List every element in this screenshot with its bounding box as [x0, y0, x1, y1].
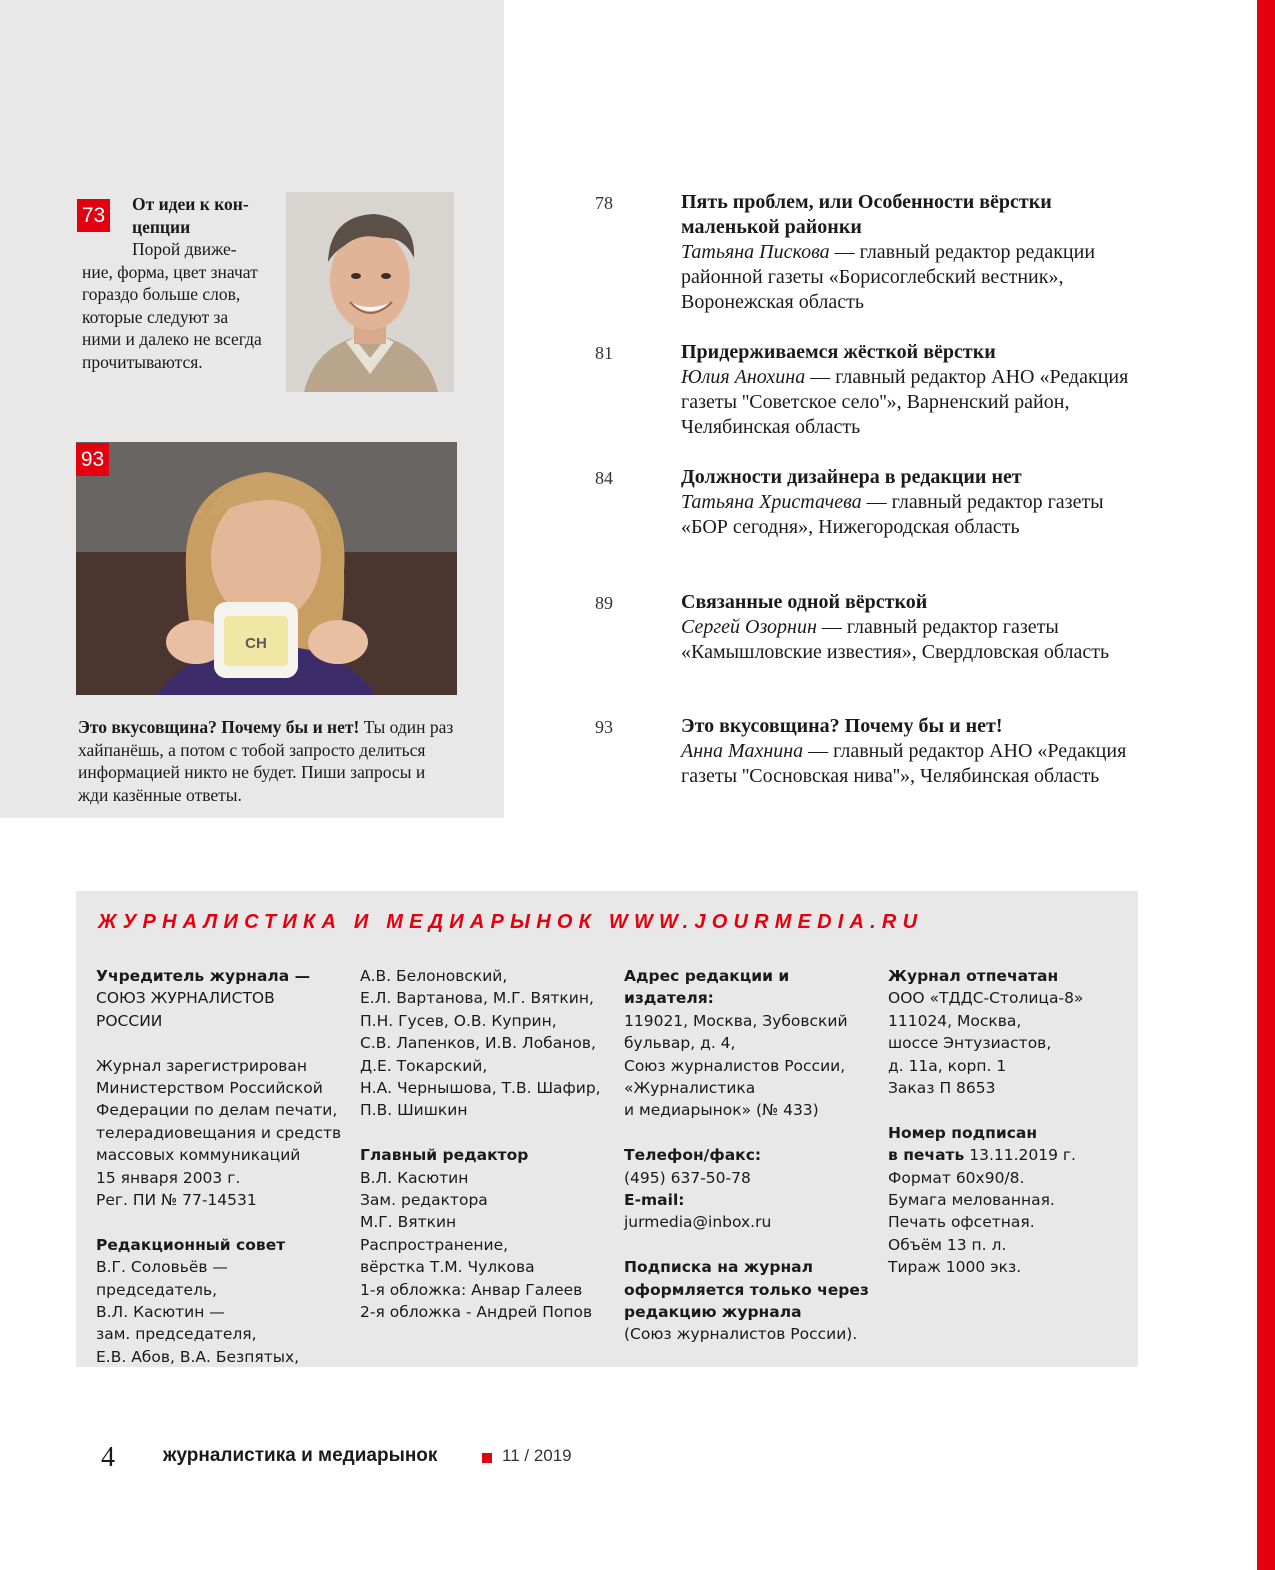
address	[624, 1010, 879, 1122]
toc-description: — главный редактор газеты «Камышловские известия», Свердловская область	[681, 616, 1110, 663]
teasers-panel	[0, 0, 504, 818]
toc-entry	[681, 714, 1151, 789]
toc-description: — главный редактор АНО «Редакция газеты ''Сосновская нива''», Челябинская область	[681, 740, 1127, 787]
council-members-continued	[360, 965, 610, 1122]
signed-label-2: в печать	[888, 1146, 965, 1165]
council-line: Е.В. Абов, В.А. Безпятых,	[96, 1347, 300, 1366]
toc-title: Придерживаемся жёсткой вёрстки	[681, 341, 996, 363]
toc-title: Должности дизайнера в редакции нет	[681, 466, 1022, 488]
imprint-column-founder	[96, 965, 346, 1368]
address-line: бульвар, д. 4,	[624, 1034, 736, 1053]
signed-date-line	[888, 1144, 1128, 1166]
teaser-93	[78, 716, 458, 806]
right-edge-red-bar	[1257, 0, 1275, 1570]
spec-line: Тираж 1000 экз.	[888, 1258, 1022, 1277]
footer-issue: 11 / 2019	[502, 1446, 572, 1465]
teaser-73	[82, 193, 262, 373]
email-address[interactable]: jurmedia@inbox.ru	[624, 1213, 772, 1232]
toc-description: — главный редактор АНО «Редакция газеты ''Советское село''», Варненский район, Челябинская область	[681, 366, 1129, 438]
spec-line: Формат 60х90/8.	[888, 1168, 1025, 1187]
page-badge-73: 73	[77, 199, 110, 232]
registration-line: Министерством Российской	[96, 1079, 323, 1098]
toc-author: Татьяна Пискова	[681, 241, 830, 263]
toc-page-number: 84	[595, 468, 613, 488]
staff-line: Распространение,	[360, 1235, 509, 1254]
toc-page-number: 81	[595, 343, 613, 363]
address-label: Адрес редакции и издателя:	[624, 967, 790, 1008]
imprint-box	[76, 891, 1138, 1367]
toc-entry	[681, 590, 1151, 665]
staff-line: Зам. редактора	[360, 1191, 488, 1210]
footer-page-number: 4	[101, 1442, 115, 1473]
council-line: П.Н. Гусев, О.В. Куприн,	[360, 1011, 557, 1030]
printing-line: д. 11а, корп. 1	[888, 1056, 1007, 1075]
founder-label: Учредитель журнала —	[96, 967, 311, 985]
imprint-column-contacts	[624, 965, 879, 1346]
toc-page-number: 78	[595, 193, 613, 213]
teaser-73-text: ние, форма, цвет значат гораздо больше слов, которые следуют за ними и далеко не всегда прочитываются.	[82, 261, 262, 372]
toc-page-number: 89	[595, 593, 613, 613]
staff-line: вёрстка Т.М. Чулкова	[360, 1258, 535, 1277]
address-line: 119021, Москва, Зубовский	[624, 1011, 848, 1030]
toc-entry	[681, 465, 1151, 540]
spec-line: Бумага мелованная.	[888, 1191, 1055, 1210]
registration-info	[96, 1055, 346, 1212]
imprint-heading: ЖУРНАЛИСТИКА И МЕДИАРЫНОК WWW.JOURMEDIA.RU	[98, 911, 924, 933]
council-line: председатель,	[96, 1280, 218, 1299]
toc-title: Пять проблем, или Особенности вёрстки маленькой районки	[681, 191, 1052, 238]
council-line: Н.А. Чернышова, Т.В. Шафир,	[360, 1079, 601, 1098]
council-line: В.Г. Соловьёв —	[96, 1258, 228, 1277]
subscription-line: оформляется только через	[624, 1280, 869, 1299]
teaser-93-title: Это вкусовщина? Почему бы и нет!	[78, 717, 360, 737]
toc-description: — главный редактор газеты «БОР сегодня», Нижегородская область	[681, 491, 1104, 538]
address-line: «Журналистика	[624, 1079, 756, 1098]
staff-line: В.Л. Касютин	[360, 1168, 469, 1187]
email-label: E-mail:	[624, 1191, 685, 1210]
registration-line: 15 января 2003 г.	[96, 1168, 241, 1187]
toc-author: Татьяна Христачева	[681, 491, 862, 513]
toc-title: Связанные одной вёрсткой	[681, 591, 928, 613]
council-line: В.Л. Касютин —	[96, 1303, 225, 1322]
council-line: С.В. Лапенков, И.В. Лобанов,	[360, 1034, 596, 1053]
cube-label: СН	[245, 635, 267, 652]
registration-line: Рег. ПИ № 77-14531	[96, 1191, 257, 1210]
subscription-line: редакцию журнала	[624, 1303, 802, 1322]
toc-author: Анна Махнина	[681, 740, 804, 762]
printed-label: Журнал отпечатан	[888, 967, 1059, 985]
print-specs	[888, 1167, 1128, 1279]
teaser-73-body	[82, 238, 262, 373]
registration-line: телерадиовещания и средств	[96, 1123, 342, 1142]
signed-label: Номер подписан	[888, 1123, 1038, 1142]
founder-name: СОЮЗ ЖУРНАЛИСТОВ РОССИИ	[96, 989, 275, 1030]
toc-author: Сергей Озорнин	[681, 616, 817, 638]
teaser-73-title-line1: От идеи к кон-	[132, 194, 249, 214]
phone-number: (495) 637-50-78	[624, 1168, 751, 1187]
printing-line: Заказ П 8653	[888, 1079, 996, 1098]
registration-line: Федерации по делам печати,	[96, 1101, 338, 1120]
toc-page-number: 93	[595, 717, 613, 737]
signed-date: 13.11.2019 г.	[964, 1146, 1076, 1165]
spec-line: Объём 13 п. л.	[888, 1235, 1007, 1254]
portrait-man-illustration	[286, 192, 454, 392]
printing-line: 111024, Москва,	[888, 1011, 1022, 1030]
subscription-note: (Союз журналистов России).	[624, 1325, 858, 1344]
council-line: П.В. Шишкин	[360, 1101, 468, 1120]
staff-line: М.Г. Вяткин	[360, 1213, 457, 1232]
toc-description: — главный редактор редакции районной газеты «Борисоглебский вестник», Воронежская область	[681, 241, 1096, 313]
staff-line: 1-я обложка: Анвар Галеев	[360, 1280, 583, 1299]
teaser-73-lead: Порой движе-	[132, 239, 237, 259]
address-line: и медиарынок» (№ 433)	[624, 1101, 819, 1120]
editorial-staff	[360, 1167, 610, 1324]
council-line: Д.Е. Токарский,	[360, 1056, 488, 1075]
council-line: А.В. Белоновский,	[360, 967, 508, 985]
council-line: зам. председателя,	[96, 1325, 257, 1344]
staff-line: 2-я обложка - Андрей Попов	[360, 1303, 593, 1322]
toc-author: Юлия Анохина	[681, 366, 806, 388]
registration-line: Журнал зарегистрирован	[96, 1056, 308, 1075]
address-line: Союз журналистов России,	[624, 1056, 846, 1075]
photo-woman-with-cube	[76, 442, 457, 695]
teaser-73-title-line2: цепции	[132, 216, 191, 237]
photo-portrait-man	[286, 192, 454, 392]
imprint-column-editors	[360, 965, 610, 1323]
spec-line: Печать офсетная.	[888, 1213, 1035, 1232]
woman-cube-illustration	[76, 442, 457, 695]
printing-line: шоссе Энтузиастов,	[888, 1034, 1052, 1053]
footer-magazine-title: журналистика и медиарынок	[163, 1445, 438, 1466]
subscription-label	[624, 1256, 879, 1323]
toc-entry	[681, 190, 1151, 315]
toc-entry	[681, 340, 1151, 440]
phone-label: Телефон/факс:	[624, 1146, 762, 1165]
council-line: Е.Л. Вартанова, М.Г. Вяткин,	[360, 989, 594, 1008]
imprint-column-printing	[888, 965, 1128, 1279]
council-members	[96, 1256, 346, 1368]
toc-title: Это вкусовщина? Почему бы и нет!	[681, 715, 1003, 737]
footer-red-square	[482, 1453, 492, 1463]
printing-house	[888, 987, 1128, 1099]
printing-line: ООО «ТДДС-Столица-8»	[888, 989, 1084, 1008]
registration-line: массовых коммуникаций	[96, 1146, 301, 1165]
teaser-93-text: Ты один раз хайпанёшь, а потом с тобой запросто делиться информацией никто не будет. Пиши запросы и жди казённые ответы.	[78, 717, 454, 805]
page-badge-93: 93	[76, 443, 109, 476]
chief-editor-label: Главный редактор	[360, 1146, 529, 1165]
subscription-line: Подписка на журнал	[624, 1258, 813, 1277]
council-label: Редакционный совет	[96, 1235, 286, 1254]
